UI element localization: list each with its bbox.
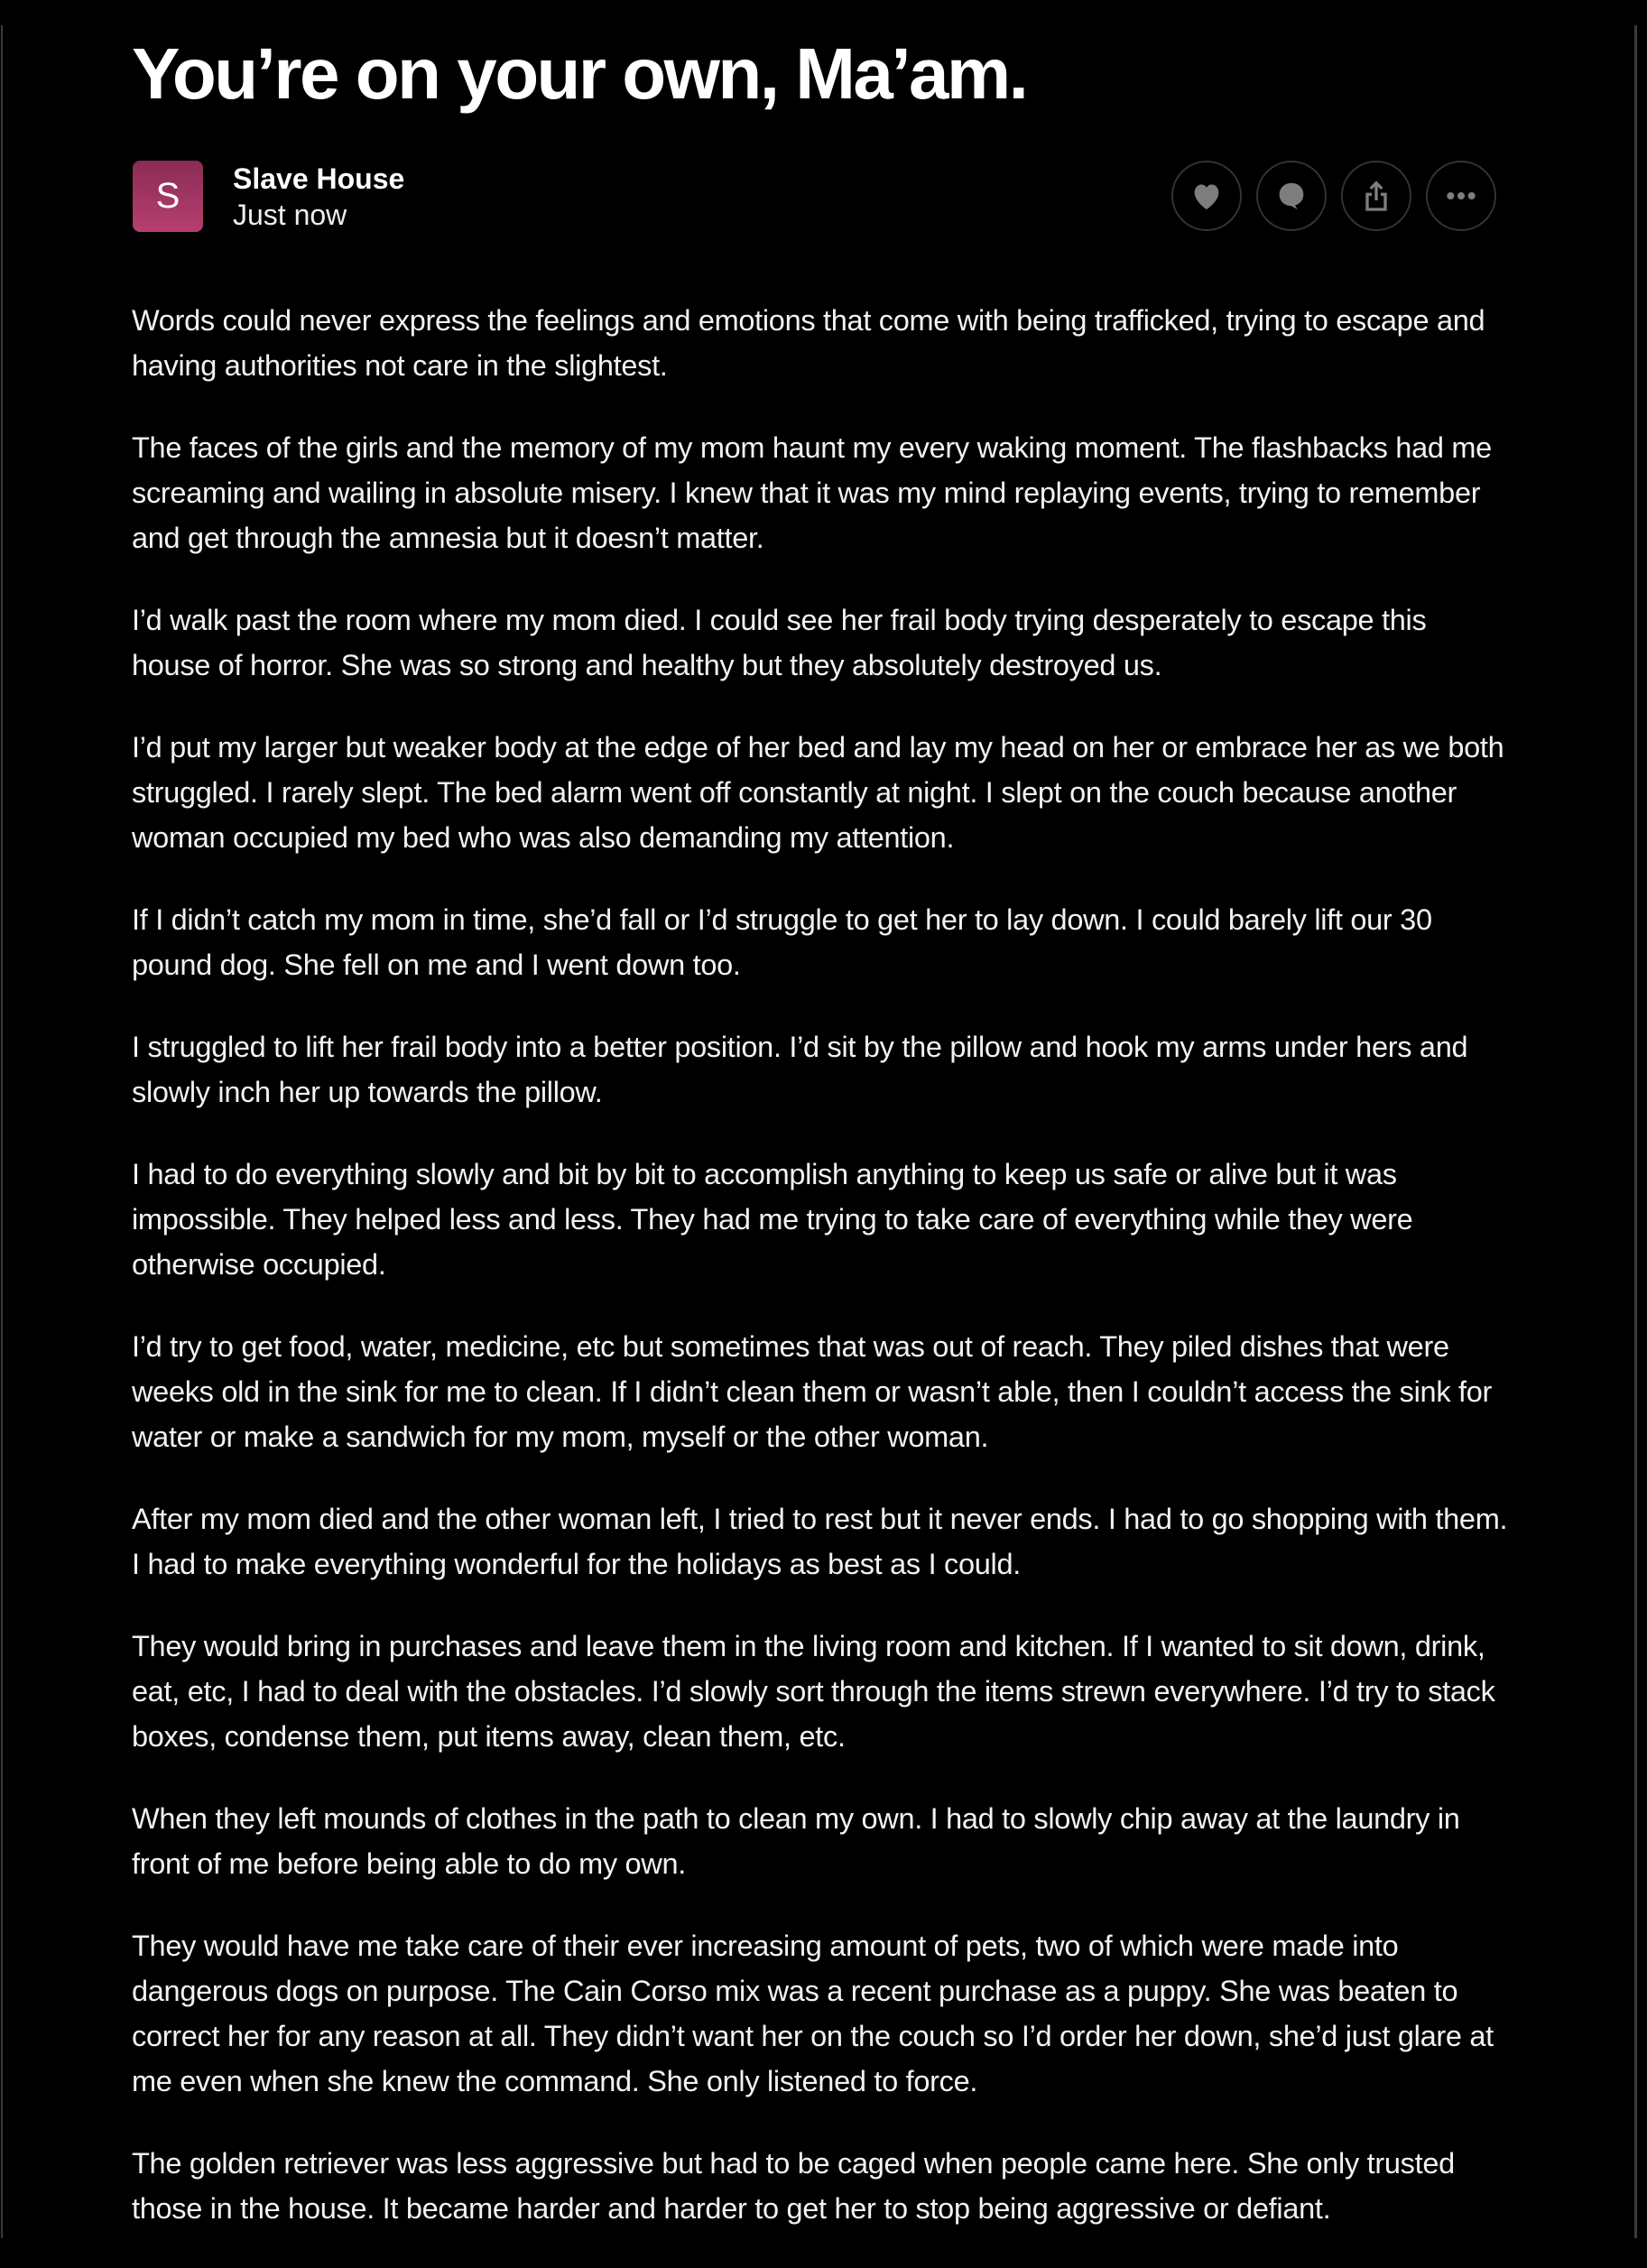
paragraph: After my mom died and the other woman left, I tried to rest but it never ends. I had to go shopping with them. I had to make everything wonderful for the holidays as best as I could. (132, 1503, 1508, 1580)
post-time: Just now (233, 199, 347, 231)
paragraph: The golden retriever was less aggressive but had to be caged when people came here. She only trusted those in the house. It became harder and harder to get her to stop being aggressive or defiant. (132, 2147, 1455, 2225)
paragraph: I’d try to get food, water, medicine, etc but sometimes that was out of reach. They piled dishes that were weeks old in the sink for me to clean. If I didn’t clean them or wasn’t able, then I couldn’t access the sink for water or make a sandwich for my mom, myself or the other woman. (132, 1330, 1493, 1453)
paragraph: I’d put my larger but weaker body at the edge of her bed and lay my head on her or embrace her as we both struggled. I rarely slept. The bed alarm went off constantly at night. I slept on the couch because another woman occupied my bed who was also demanding my attention. (132, 731, 1504, 854)
more-button[interactable] (1426, 161, 1496, 231)
paragraph: They would have me take care of their ever increasing amount of pets, two of which were made into dangerous dogs on purpose. The Cain Corso mix was a recent purchase as a puppy. She was beaten to correct her for any reason at all. They didn’t want her on the couch so I’d order her down, she’d just glare at me even when she knew the command. She only listened to force. (132, 1930, 1494, 2097)
share-button[interactable] (1341, 161, 1411, 231)
author-info (233, 161, 404, 233)
more-icon (1443, 178, 1479, 214)
paragraph: I had to do everything slowly and bit by bit to accomplish anything to keep us safe or alive but it was impossible. They helped less and less. They had me trying to take care of everything while they were otherwise occupied. (132, 1158, 1413, 1281)
post-actions (1171, 161, 1496, 231)
paragraph: When they left mounds of clothes in the path to clean my own. I had to slowly chip away at the laundry in front of me before being able to do my own. (132, 1802, 1460, 1880)
left-border (1, 25, 3, 2238)
article-title: You’re on your own, Ma’am. (132, 33, 1027, 114)
author-name[interactable]: Slave House (233, 162, 405, 195)
scrollbar[interactable] (1634, 25, 1637, 2238)
avatar-initial: S (155, 176, 180, 216)
paragraph: The faces of the girls and the memory of my mom haunt my every waking moment. The flashbacks had me screaming and wailing in absolute misery. I knew that it was my mind replaying events, trying to remember and get through the amnesia but it doesn’t matter. (132, 431, 1492, 554)
comment-icon (1273, 178, 1309, 214)
paragraph: I’d walk past the room where my mom died. I could see her frail body trying desperately to escape this house of horror. She was so strong and healthy but they absolutely destroyed us. (132, 604, 1427, 681)
paragraph: They would bring in purchases and leave them in the living room and kitchen. If I wanted to sit down, drink, eat, etc, I had to deal with the obstacles. I’d slowly sort through the items strewn everywhere. I’d try to stack boxes, condense them, put items away, clean them, etc. (132, 1630, 1495, 1753)
heart-icon (1189, 178, 1225, 214)
comment-button[interactable] (1256, 161, 1327, 231)
paragraph: I struggled to lift her frail body into a better position. I’d sit by the pillow and hook my arms under hers and slowly inch her up towards the pillow. (132, 1031, 1468, 1108)
author-avatar[interactable] (133, 161, 203, 232)
paragraph: If I didn’t catch my mom in time, she’d fall or I’d struggle to get her to lay down. I could barely lift our 30 pound dog. She fell on me and I went down too. (132, 903, 1432, 981)
share-icon (1358, 178, 1394, 214)
like-button[interactable] (1171, 161, 1242, 231)
paragraph: Words could never express the feelings and emotions that come with being trafficked, trying to escape and having authorities not care in the slightest. (132, 304, 1485, 382)
article-body (132, 298, 1513, 2268)
